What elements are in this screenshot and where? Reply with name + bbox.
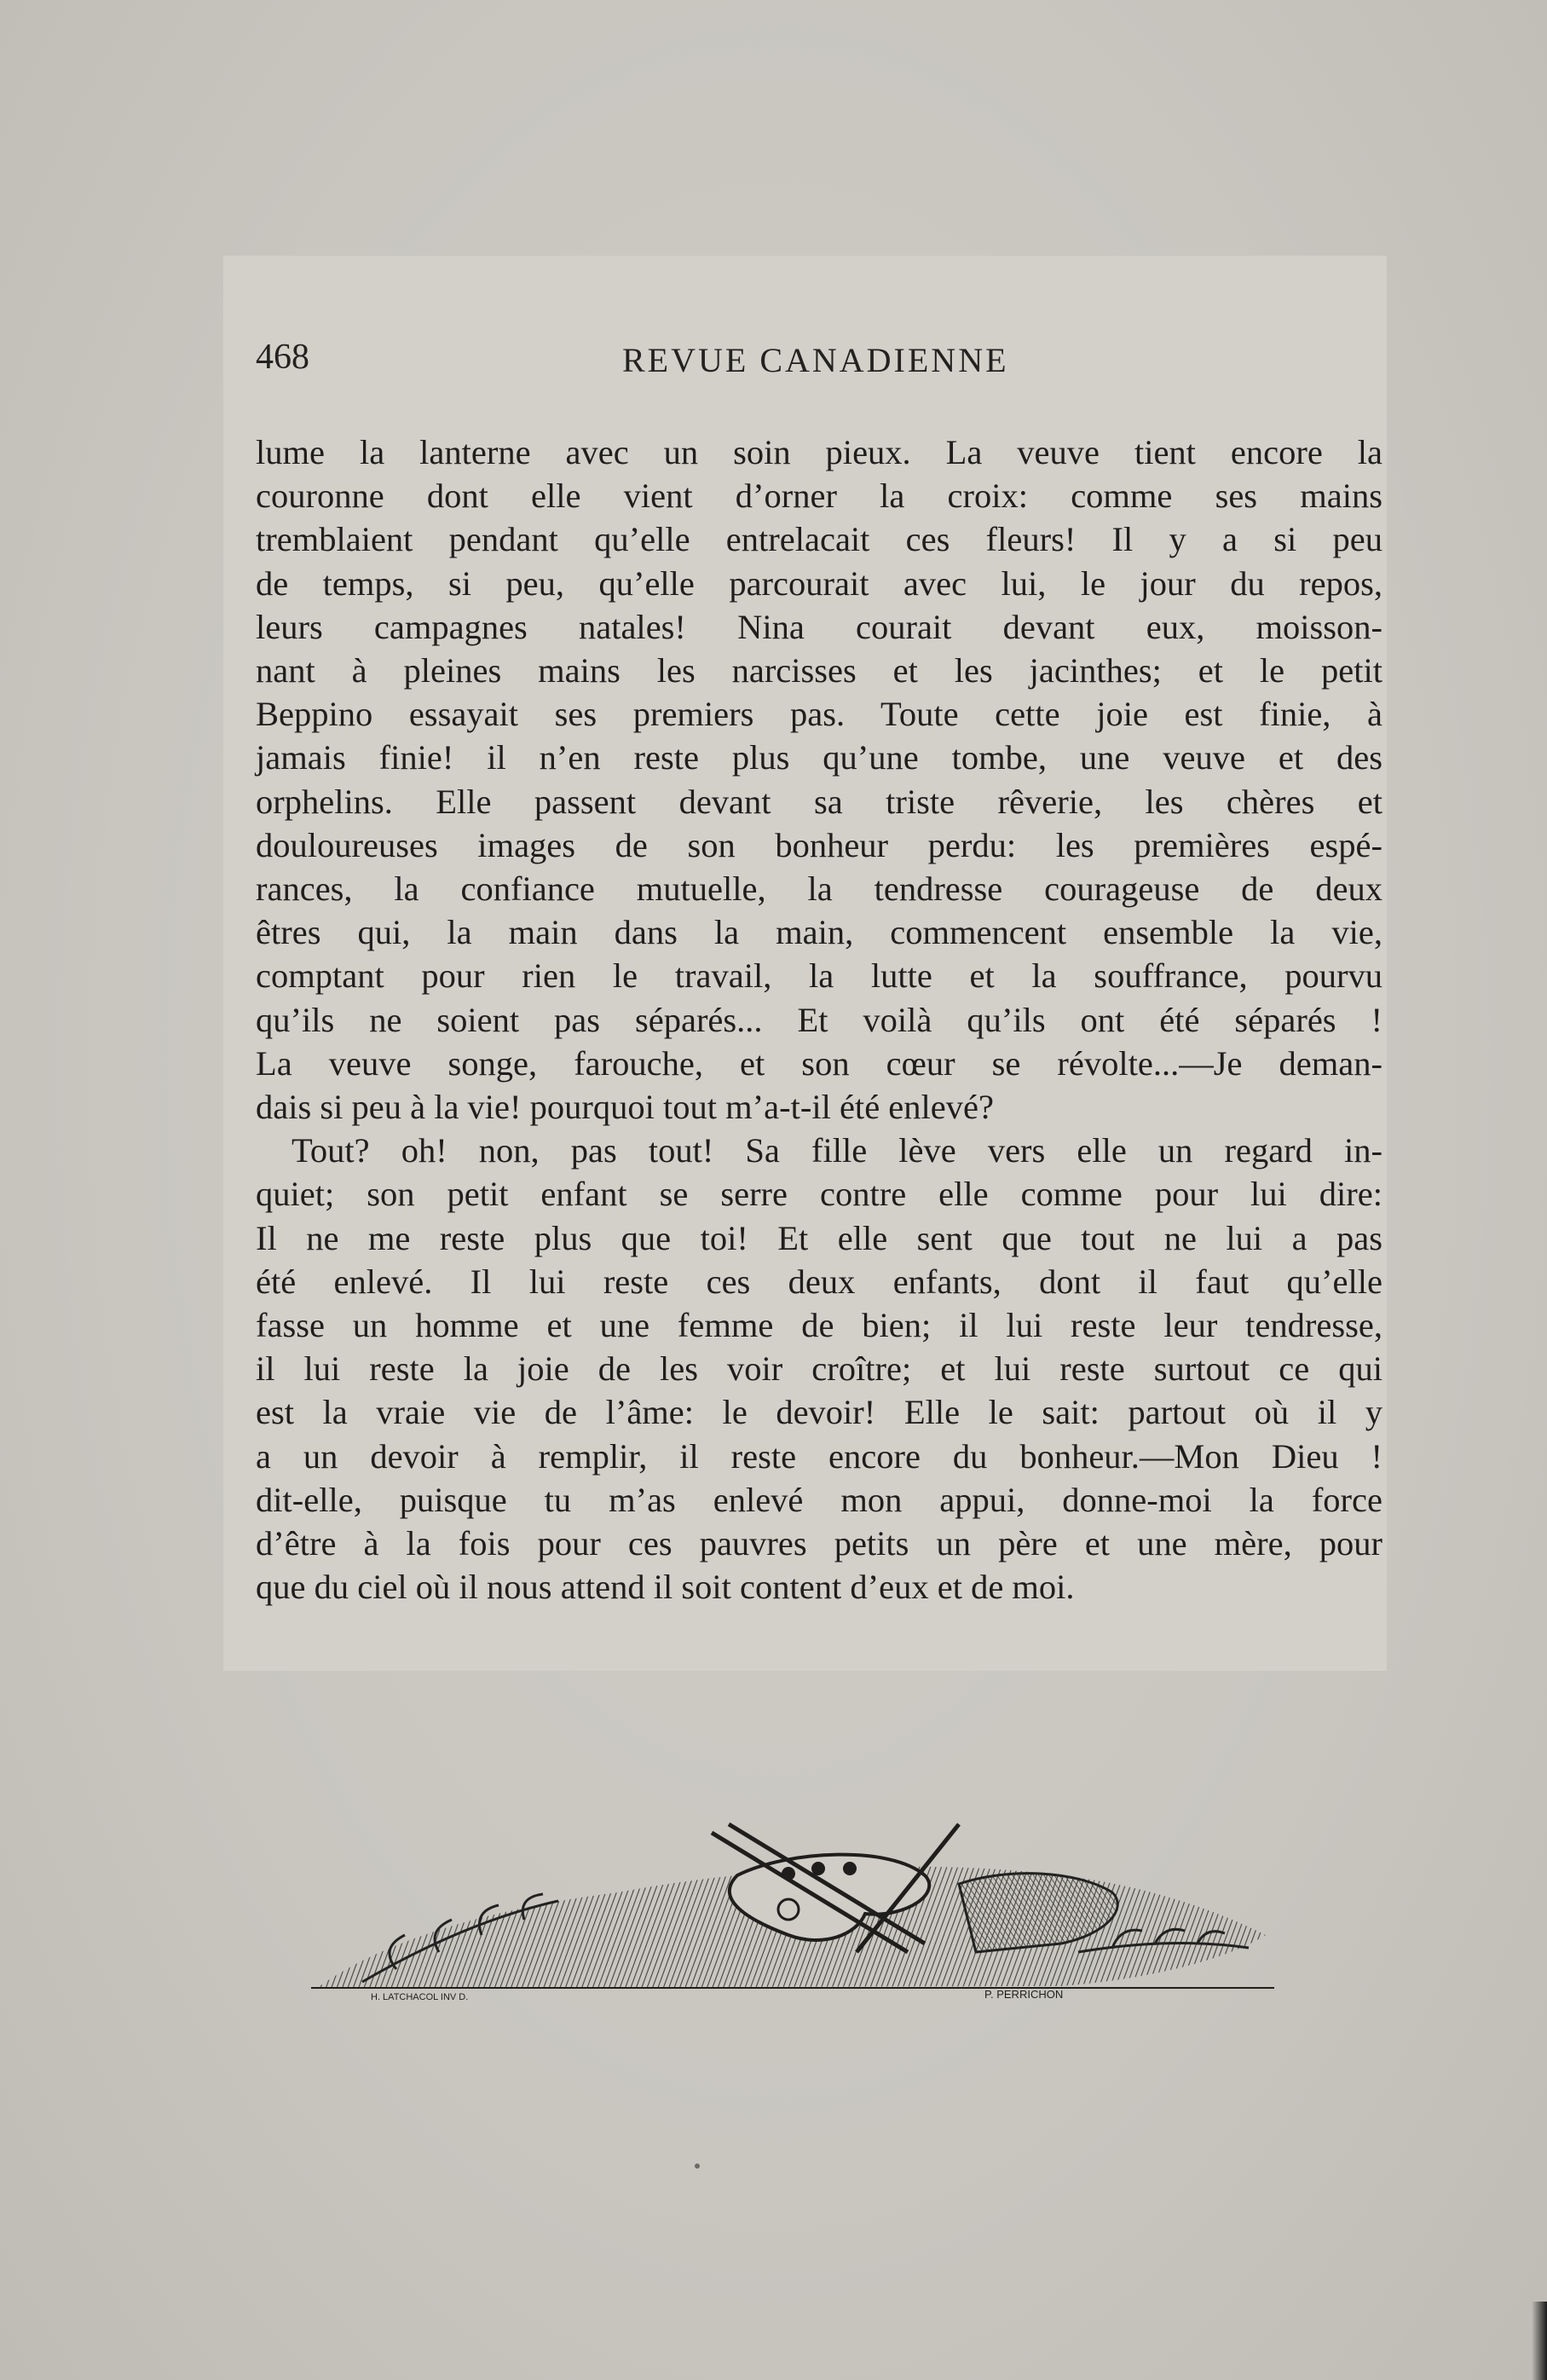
- engraved-vignette: [311, 1773, 1283, 2003]
- text-line: La veuve songe, farouche, et son cœur se révolte...—Je deman-: [256, 1043, 1382, 1083]
- text-line: êtres qui, la main dans la main, commencent ensemble la vie,: [256, 913, 1382, 952]
- page-header: [256, 337, 1381, 388]
- page-edge-shadow: [1532, 2302, 1547, 2380]
- text-line: quiet; son petit enfant se serre contre elle comme pour lui dire:: [256, 1175, 1382, 1214]
- text-line: orphelins. Elle passent devant sa triste rêverie, les chères et: [256, 782, 1382, 821]
- text-line: leurs campagnes natales! Nina courait devant eux, moisson-: [256, 607, 1382, 646]
- text-line: Tout? oh! non, pas tout! Sa fille lève vers elle un regard in-: [292, 1131, 1382, 1170]
- text-line: dais si peu à la vie! pourquoi tout m’a-t-il été enlevé?: [256, 1088, 994, 1127]
- text-line: d’être à la fois pour ces pauvres petits un père et une mère, pour: [256, 1524, 1382, 1563]
- text-line: comptant pour rien le travail, la lutte et la souffrance, pourvu: [256, 956, 1382, 996]
- text-line: est la vraie vie de l’âme: le devoir! Elle le sait: partout où il y: [256, 1393, 1382, 1432]
- text-line: couronne dont elle vient d’orner la croix: comme ses mains: [256, 477, 1382, 516]
- text-line: de temps, si peu, qu’elle parcourait avec lui, le jour du repos,: [256, 563, 1382, 603]
- text-line: douloureuses images de son bonheur perdu: les premières espé-: [256, 825, 1382, 864]
- running-title: REVUE CANADIENNE: [622, 341, 1009, 379]
- text-line: a un devoir à remplir, il reste encore du bonheur.—Mon Dieu !: [256, 1436, 1382, 1476]
- text-line: dit-elle, puisque tu m’as enlevé mon appui, donne-moi la force: [256, 1480, 1382, 1519]
- text-line: fasse un homme et une femme de bien; il lui reste leur tendresse,: [256, 1306, 1382, 1345]
- page-number: 468: [256, 338, 309, 377]
- body-text: [256, 430, 1382, 1609]
- text-line: que du ciel où il nous attend il soit content d’eux et de moi.: [256, 1568, 1075, 1607]
- text-line: nant à pleines mains les narcisses et les jacinthes; et le petit: [256, 651, 1382, 690]
- vignette-signature-left: H. LATCHACOL INV D.: [371, 1992, 469, 2002]
- ink-fleck: [695, 2163, 700, 2169]
- text-line: jamais finie! il n’en reste plus qu’une tombe, une veuve et des: [256, 738, 1382, 777]
- text-line: il lui reste la joie de les voir croître; et lui reste surtout ce qui: [256, 1349, 1382, 1389]
- text-line: rances, la confiance mutuelle, la tendresse courageuse de deux: [256, 869, 1382, 909]
- text-line: lume la lanterne avec un soin pieux. La veuve tient encore la: [256, 433, 1382, 471]
- text-line: tremblaient pendant qu’elle entrelacait ces fleurs! Il y a si peu: [256, 520, 1382, 559]
- text-line: été enlevé. Il lui reste ces deux enfants, dont il faut qu’elle: [256, 1262, 1382, 1301]
- text-line: Il ne me reste plus que toi! Et elle sent que tout ne lui a pas: [256, 1218, 1382, 1257]
- text-line: qu’ils ne soient pas séparés... Et voilà qu’ils ont été séparés !: [256, 1000, 1382, 1039]
- text-line: Beppino essayait ses premiers pas. Toute cette joie est finie, à: [256, 695, 1382, 734]
- vignette-signature-right: P. PERRICHON: [984, 1988, 1064, 2001]
